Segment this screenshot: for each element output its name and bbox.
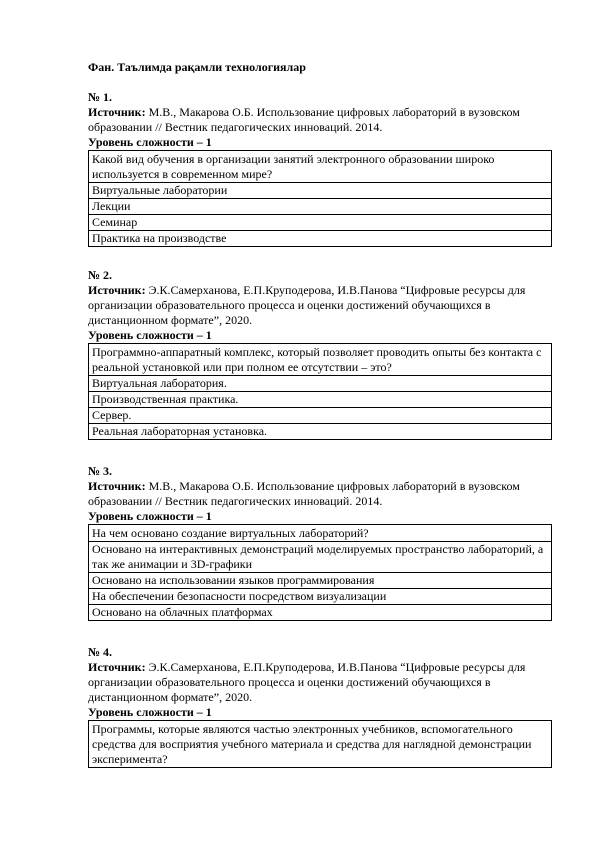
answer-option: Лекции <box>89 199 552 215</box>
question-number: № 3. <box>88 464 113 478</box>
source-label: Источник: <box>88 105 146 119</box>
difficulty-level: Уровень сложности – 1 <box>88 135 212 149</box>
question-number: № 1. <box>88 90 113 104</box>
question-block <box>88 645 554 768</box>
question-table <box>88 720 552 768</box>
question-text: На чем основано создание виртуальных лабораторий? <box>89 525 552 542</box>
answer-option: На обеспечении безопасности посредством визуализации <box>89 589 552 605</box>
answer-option: Производственная практика. <box>89 392 552 408</box>
question-text: Программно-аппаратный комплекс, который позволяет проводить опыты без контакта с реальной установкой или при полном ее отсутствии – это? <box>89 344 552 376</box>
source-text: М.В., Макарова О.Б. Использование цифровых лабораторий в вузовском образовании // Вестник педагогических инноваций. 2014. <box>88 479 520 508</box>
question-table <box>88 150 552 247</box>
source-label: Источник: <box>88 660 146 674</box>
question-text: Какой вид обучения в организации занятий электронного образовании широко используется в современном мире? <box>89 151 552 183</box>
answer-option: Основано на использовании языков программирования <box>89 573 552 589</box>
source-label: Источник: <box>88 283 146 297</box>
question-source <box>88 283 554 328</box>
question-number: № 4. <box>88 645 113 659</box>
question-source <box>88 660 554 705</box>
answer-option: Практика на производстве <box>89 231 552 247</box>
source-text: М.В., Макарова О.Б. Использование цифровых лабораторий в вузовском образовании // Вестник педагогических инноваций. 2014. <box>88 105 520 134</box>
difficulty-level: Уровень сложности – 1 <box>88 509 212 523</box>
question-block <box>88 90 554 247</box>
answer-option: Основано на интерактивных демонстраций моделируемых пространство лабораторий, а так же анимации и 3D-графики <box>89 542 552 573</box>
question-table <box>88 524 552 621</box>
answer-option: Реальная лабораторная установка. <box>89 424 552 440</box>
source-label: Источник: <box>88 479 146 493</box>
difficulty-level: Уровень сложности – 1 <box>88 705 212 719</box>
answer-option: Основано на облачных платформах <box>89 605 552 621</box>
source-text: Э.К.Самерханова, Е.П.Круподерова, И.В.Панова “Цифровые ресурсы для организации образовательного процесса и оценки достижений обучающихся в дистанционном формате”, 2020. <box>88 283 526 327</box>
question-text: Программы, которые являются частью электронных учебников, вспомогательного средства для восприятия учебного материала и средства для наглядной демонстрации эксперимента? <box>89 721 552 768</box>
question-number: № 2. <box>88 268 113 282</box>
question-table <box>88 343 552 440</box>
question-block <box>88 268 554 440</box>
answer-option: Семинар <box>89 215 552 231</box>
answer-option: Сервер. <box>89 408 552 424</box>
question-block <box>88 464 554 621</box>
answer-option: Виртуальная лаборатория. <box>89 376 552 392</box>
difficulty-level: Уровень сложности – 1 <box>88 328 212 342</box>
source-text: Э.К.Самерханова, Е.П.Круподерова, И.В.Панова “Цифровые ресурсы для организации образовательного процесса и оценки достижений обучающихся в дистанционном формате”, 2020. <box>88 660 526 704</box>
question-source <box>88 105 554 135</box>
question-source <box>88 479 554 509</box>
subject-title: Фан. Таълимда рақамли технологиялар <box>88 60 306 74</box>
answer-option: Виртуальные лаборатории <box>89 183 552 199</box>
